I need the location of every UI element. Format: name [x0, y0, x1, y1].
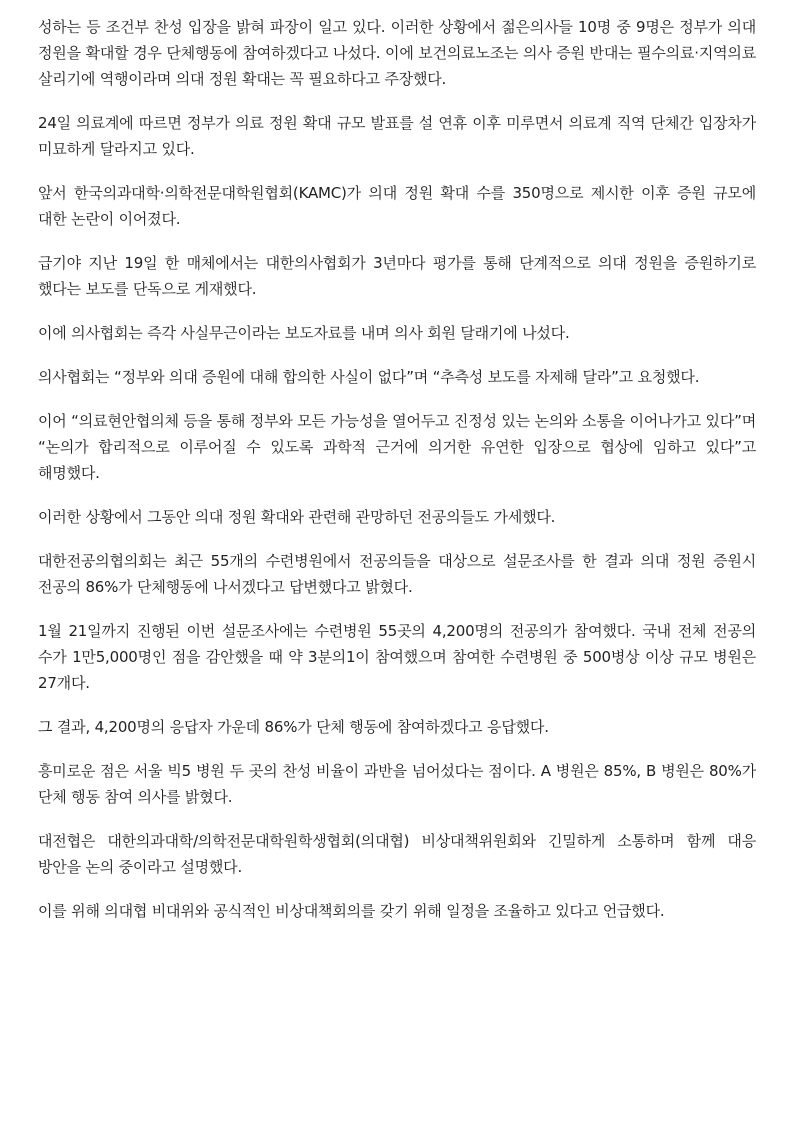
paragraph-10: 1월 21일까지 진행된 이번 설문조사에는 수련병원 55곳의 4,200명의 전공의가 참여했다. 국내 전체 전공의 수가 1만5,000명인 점을 감안했을 때 약 3분의1이 참여했으며 참여한 수련병원 중 500병상 이상 규모 병원은 27개다.	[38, 622, 756, 692]
article-body	[38, 14, 756, 942]
paragraph-1: 성하는 등 조건부 찬성 입장을 밝혀 파장이 일고 있다. 이러한 상황에서 젊은의사들 10명 중 9명은 정부가 의대 정원을 확대할 경우 단체행동에 참여하겠다고 나섰다. 이에 보건의료노조는 의사 증원 반대는 필수의료·지역의료 살리기에 역행이라며 의대 정원 확대는 꼭 필요하다고 주장했다.	[38, 18, 756, 88]
paragraph-8: 이러한 상황에서 그동안 의대 정원 확대와 관련해 관망하던 전공의들도 가세했다.	[38, 508, 556, 526]
paragraph-4: 급기야 지난 19일 한 매체에서는 대한의사협회가 3년마다 평가를 통해 단계적으로 의대 정원을 증원하기로 했다는 보도를 단독으로 게재했다.	[38, 254, 756, 298]
paragraph-9: 대한전공의협의회는 최근 55개의 수련병원에서 전공의들을 대상으로 설문조사를 한 결과 의대 정원 증원시 전공의 86%가 단체행동에 나서겠다고 답변했다고 밝혔다.	[38, 552, 756, 596]
paragraph-7: 이어 “의료현안협의체 등을 통해 정부와 모든 가능성을 열어두고 진정성 있는 논의와 소통을 이어나가고 있다”며 “논의가 합리적으로 이루어질 수 있도록 과학적 근거에 의거한 유연한 입장으로 협상에 임하고 있다”고 해명했다.	[38, 412, 756, 482]
paragraph-2: 24일 의료계에 따르면 정부가 의료 정원 확대 규모 발표를 설 연휴 이후 미루면서 의료계 직역 단체간 입장차가 미묘하게 달라지고 있다.	[38, 114, 756, 158]
paragraph-13: 대전협은 대한의과대학/의학전문대학원학생협회(의대협) 비상대책위원회와 긴밀하게 소통하며 함께 대응 방안을 논의 중이라고 설명했다.	[38, 832, 756, 876]
paragraph-14: 이를 위해 의대협 비대위와 공식적인 비상대책회의를 갖기 위해 일정을 조율하고 있다고 언급했다.	[38, 902, 665, 920]
paragraph-11: 그 결과, 4,200명의 응답자 가운데 86%가 단체 행동에 참여하겠다고 응답했다.	[38, 718, 549, 736]
paragraph-3: 앞서 한국의과대학·의학전문대학원협회(KAMC)가 의대 정원 확대 수를 350명으로 제시한 이후 증원 규모에 대한 논란이 이어졌다.	[38, 184, 756, 228]
paragraph-5: 이에 의사협회는 즉각 사실무근이라는 보도자료를 내며 의사 회원 달래기에 나섰다.	[38, 324, 570, 342]
paragraph-6: 의사협회는 “정부와 의대 증원에 대해 합의한 사실이 없다”며 “추측성 보도를 자제해 달라”고 요청했다.	[38, 368, 700, 386]
paragraph-12: 흥미로운 점은 서울 빅5 병원 두 곳의 찬성 비율이 과반을 넘어섰다는 점이다. A 병원은 85%, B 병원은 80%가 단체 행동 참여 의사를 밝혔다.	[38, 762, 756, 806]
